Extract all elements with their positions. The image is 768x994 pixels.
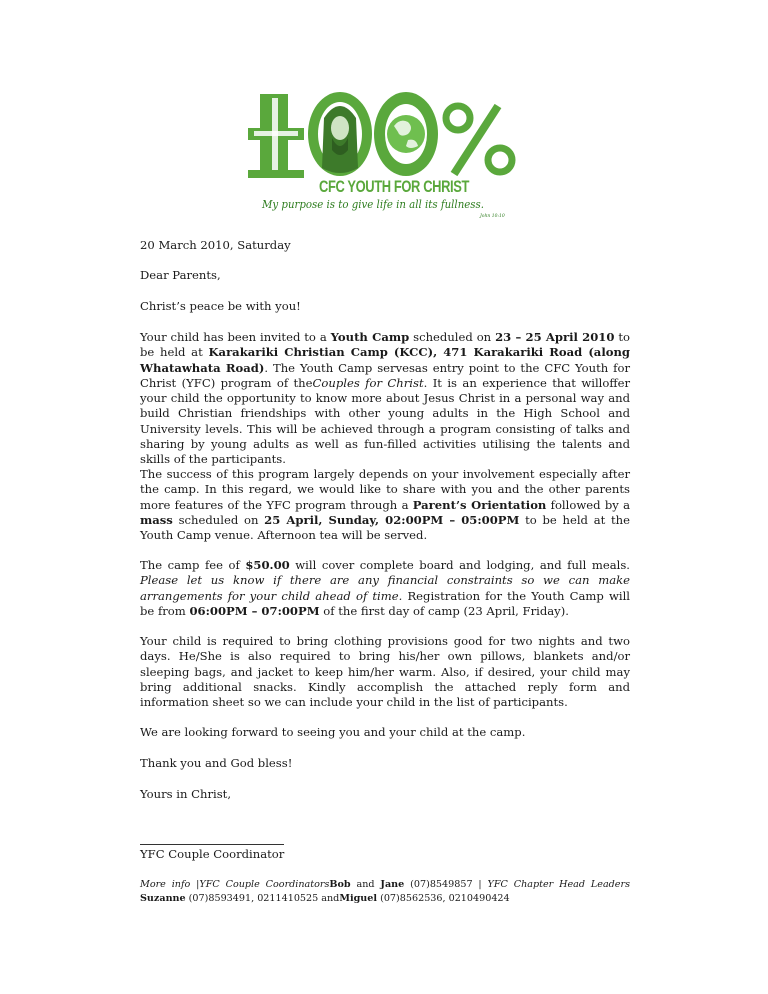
org-name: CFC YOUTH FOR CHRIST [319, 177, 470, 196]
cfc-yfc-logo [248, 88, 520, 226]
paragraph-provisions: Your child is required to bring clothing provisions good for two nights and two days. He/She is also required to bring his/her own pillows, blankets and/or sleeping bags, and jacket to keep him/her warm. Also, if desired, your child may bring additional snacks. Kindly accomplish the attached reply form and information sheet so we can include your child in the list of participants. [140, 634, 630, 710]
tagline: My purpose is to give life in all its fullness. [261, 198, 484, 211]
percent-sign [446, 106, 512, 174]
contact-footer: More info |YFC Couple CoordinatorsBob and Jane (07)8549857 | YFC Chapter Head Leaders Suzanne (07)8593491, 0211410525 andMiguel (07)8562536, 0210490424 [140, 879, 630, 904]
closing-thanks: Thank you and God bless! [140, 756, 293, 770]
closing-signoff: Yours in Christ, [140, 787, 232, 801]
greeting: Christ’s peace be with you! [140, 299, 301, 313]
paragraph-invitation: Your child has been invited to a Youth Camp scheduled on 23 – 25 April 2010 to be held at Karakariki Christian Camp (KCC), 471 Karakariki Road (along Whatawhata Road). The Youth Camp servesas entry point to the CFC Youth for Christ (YFC) program of theCouples for Christ. It is an experience that willoffer your child the opportunity to know more about Jesus Christ in a personal way and build Christian friendships with other young adults in the High School and University levels. This will be achieved through a program consisting of talks and sharing by young adults as well as fun-filled activities utilising the talents and skills of the participants. [140, 330, 630, 467]
globe-icon [374, 92, 438, 176]
letter-date: 20 March 2010, Saturday [140, 238, 291, 252]
paragraph-fee: The camp fee of $50.00 will cover complete board and lodging, and full meals. Please let us know if there are any financial constraints so we can make arrangements for your child ahead of time. Registration for the Youth Camp will be from 06:00PM – 07:00PM of the first day of camp (23 April, Friday). [140, 558, 630, 618]
jesus-portrait-icon [308, 92, 372, 176]
signature-line [140, 844, 284, 845]
salutation: Dear Parents, [140, 268, 221, 282]
cross-icon [248, 94, 304, 178]
tagline-verse: John 10:10 [480, 214, 505, 219]
paragraph-closing: We are looking forward to seeing you and your child at the camp. [140, 725, 526, 739]
signature-title: YFC Couple Coordinator [140, 847, 285, 861]
paragraph-orientation: The success of this program largely depends on your involvement especially after the camp. In this regard, we would like to share with you and the other parents more features of the YFC program through a Parent’s Orientation followed by a mass scheduled on 25 April, Sunday, 02:00PM – 05:00PM to be held at the Youth Camp venue. Afternoon tea will be served. [140, 467, 630, 543]
